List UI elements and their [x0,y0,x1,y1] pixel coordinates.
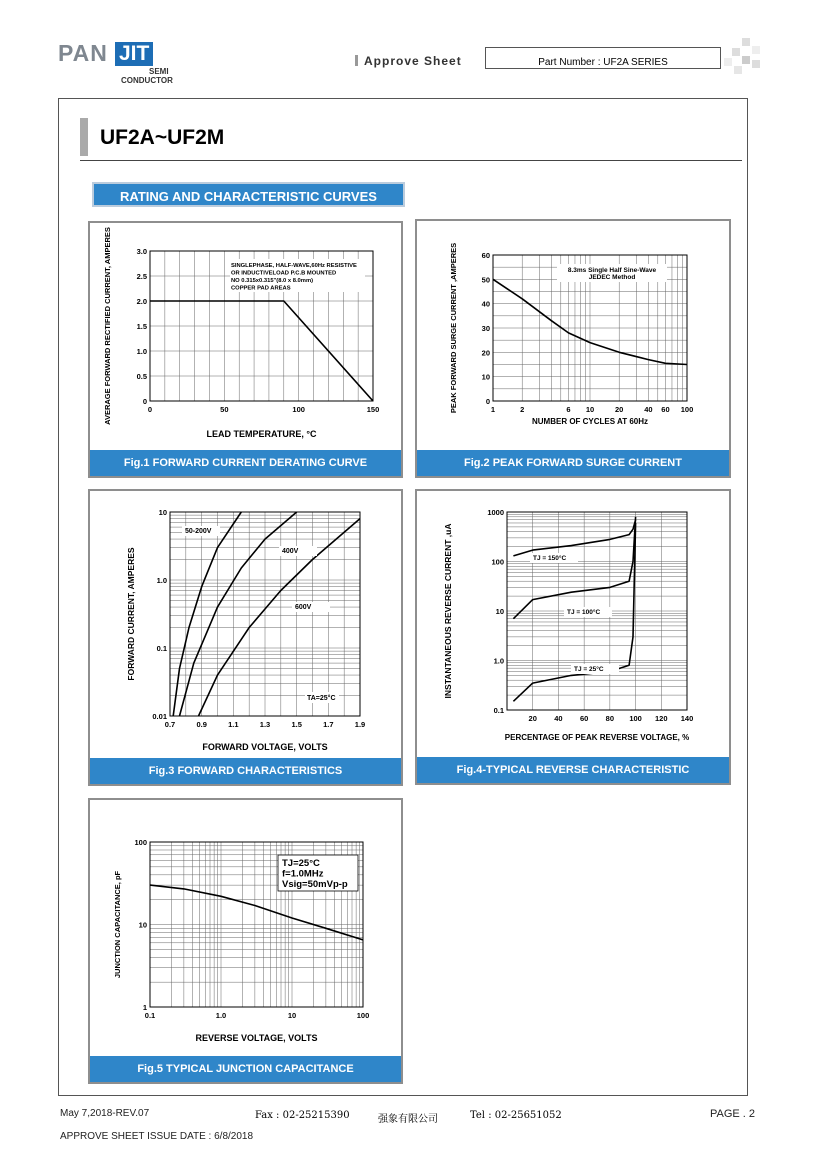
x-tick-label: 1 [490,405,496,414]
x-tick-label: 20 [528,714,537,723]
annotation-text: NO 0.315x0.315"(8.0 x 8.0mm) [231,278,314,284]
logo-pan-text: PAN [58,40,108,66]
footer-page: PAGE . 2 [710,1108,756,1120]
figure-3-chart [90,491,401,758]
y-tick-label: 50 [481,275,490,285]
figure-4-caption: Fig.4-TYPICAL REVERSE CHARACTERISTIC [417,757,729,783]
annotation-text: SINGLEPHASE, HALF-WAVE,60Hz RESISTIVE [231,263,357,269]
x-axis-label: FORWARD VOLTAGE, VOLTS [202,742,328,752]
figure-5-chart [90,800,401,1056]
x-tick-label: 120 [655,714,668,723]
logo-semi-text: SEMI [149,67,169,76]
series-label: 600V [295,604,312,611]
figure-4-panel [415,489,731,785]
x-tick-label: 100 [629,714,642,723]
footer-tel: Tel : 02-25651052 [470,1110,562,1121]
x-tick-label: 1.9 [354,720,366,729]
y-tick-label: 100 [491,557,504,567]
figure-2-chart [417,221,729,450]
y-tick-label: 0.01 [152,712,167,721]
y-axis-label: FORWARD CURRENT, AMPERES [126,547,136,681]
title-accent-bar [80,118,88,156]
x-axis-label: REVERSE VOLTAGE, VOLTS [195,1033,318,1043]
y-tick-label: 100 [134,838,147,847]
logo-jit-text: JIT [115,42,153,66]
y-tick-label: 1.0 [136,347,147,356]
series-label: 50-200V [185,528,212,535]
page-title: UF2A~UF2M [100,126,225,149]
x-tick-label: 1.3 [259,720,271,729]
x-axis-label: NUMBER OF CYCLES AT 60Hz [531,417,649,426]
annotation-text: COPPER PAD AREAS [231,285,291,292]
annotation-text: JEDEC Method [588,274,636,281]
annotation-text: TA=25°C [307,695,336,702]
x-tick-label: 50 [220,405,229,414]
y-tick-label: 0 [142,397,147,406]
footer-issue-date: APPROVE SHEET ISSUE DATE : 6/8/2018 [60,1131,254,1142]
y-tick-label: 1 [142,1003,147,1012]
x-axis-label: PERCENTAGE OF PEAK REVERSE VOLTAGE, % [504,733,690,742]
series-label: TJ = 100°C [567,609,601,616]
y-tick-label: 1.5 [136,322,147,331]
x-tick-label: 80 [605,714,615,723]
annotation-text: f=1.0MHz [282,868,324,880]
y-tick-label: 1.0 [156,576,167,585]
figure-5-panel [88,798,403,1084]
footer-date: May 7,2018-REV.07 [60,1108,150,1119]
approve-sheet-label: Approve Sheet [355,54,462,68]
figure-2-caption: Fig.2 PEAK FORWARD SURGE CURRENT [417,450,729,476]
series-line-1 [150,885,363,940]
x-tick-label: 10 [585,405,595,414]
y-tick-label: 10 [481,372,490,382]
series-label: TJ = 25°C [574,666,604,673]
annotation-text: TJ=25°C [282,858,320,869]
y-tick-label: 20 [481,348,490,358]
figure-4-chart [417,491,729,757]
series-label: 400V [282,548,299,555]
x-tick-label: 40 [644,405,653,414]
y-tick-label: 0.1 [493,706,504,715]
title-rule [80,160,742,161]
series-line-1 [173,512,241,716]
y-tick-label: 10 [158,508,167,517]
figure-5-caption: Fig.5 TYPICAL JUNCTION CAPACITANCE [90,1056,401,1082]
footer-company: 强象有限公司 [378,1114,438,1125]
y-tick-label: 30 [481,324,490,333]
logo-conductor-text: CONDUCTOR [121,76,173,85]
y-tick-label: 10 [495,607,504,616]
annotation-text: Vsig=50mVp-p [282,879,348,890]
x-tick-label: 0.7 [164,720,176,729]
y-tick-label: 3.0 [136,247,147,256]
x-axis-label: LEAD TEMPERATURE, °C [206,429,317,439]
x-tick-label: 100 [292,405,305,414]
x-tick-label: 100 [680,405,694,414]
x-tick-label: 100 [356,1011,370,1020]
x-tick-label: 6 [566,405,571,414]
figure-2-panel [415,219,731,478]
x-tick-label: 40 [554,714,563,723]
x-tick-label: 60 [579,714,589,723]
annotation-text: 8.3ms Single Half Sine-Wave [567,267,657,274]
panjit-logo [58,40,198,88]
x-tick-label: 2 [520,405,525,414]
figure-3-caption: Fig.3 FORWARD CHARACTERISTICS [90,758,401,784]
x-tick-label: 60 [661,405,670,414]
x-tick-label: 1.1 [228,720,239,729]
x-tick-label: 0.1 [144,1011,156,1020]
y-tick-label: 60 [481,251,490,260]
y-axis-label: INSTANTANEOUS REVERSE CURRENT ,uA [443,523,453,699]
y-axis-label: JUNCTION CAPACITANCE, pF [113,870,122,979]
footer-fax: Fax : 02-25215390 [255,1110,350,1121]
x-tick-label: 0.9 [196,720,207,729]
x-tick-label: 10 [287,1011,297,1020]
figure-3-panel [88,489,403,786]
series-line-2 [513,517,635,619]
x-tick-label: 1.5 [291,720,302,729]
series-line-2 [180,512,297,716]
y-tick-label: 1.0 [493,656,504,666]
figure-1-chart [90,223,401,450]
decorative-squares-icon [724,38,764,78]
series-label: TJ = 150°C [533,555,567,562]
y-tick-label: 2.5 [136,272,147,281]
figure-1-caption: Fig.1 FORWARD CURRENT DERATING CURVE [90,450,401,476]
x-tick-label: 0 [147,405,153,414]
section-header: RATING AND CHARACTERISTIC CURVES [92,182,405,207]
annotation-text: OR INDUCTIVELOAD P.C.B MOUNTED [231,270,337,277]
y-tick-label: 2.0 [136,297,147,306]
y-axis-label: PEAK FORWARD SURGE CURRENT ,AMPERES [449,242,458,414]
y-tick-label: 0 [485,397,490,406]
y-axis-label: AVERAGE FORWARD RECTIFIED CURRENT, AMPERES [103,227,112,425]
x-tick-label: 150 [366,405,380,414]
y-tick-label: 1000 [487,508,504,517]
figure-1-panel [88,221,403,478]
y-tick-label: 0.1 [156,644,167,653]
part-number-box: Part Number : UF2A SERIES [485,47,721,69]
y-tick-label: 0.5 [136,372,147,381]
x-tick-label: 1.0 [215,1011,227,1020]
y-tick-label: 10 [138,920,147,930]
x-tick-label: 140 [680,714,694,723]
x-tick-label: 1.7 [323,720,334,729]
x-tick-label: 20 [615,405,624,414]
y-tick-label: 40 [481,299,490,309]
